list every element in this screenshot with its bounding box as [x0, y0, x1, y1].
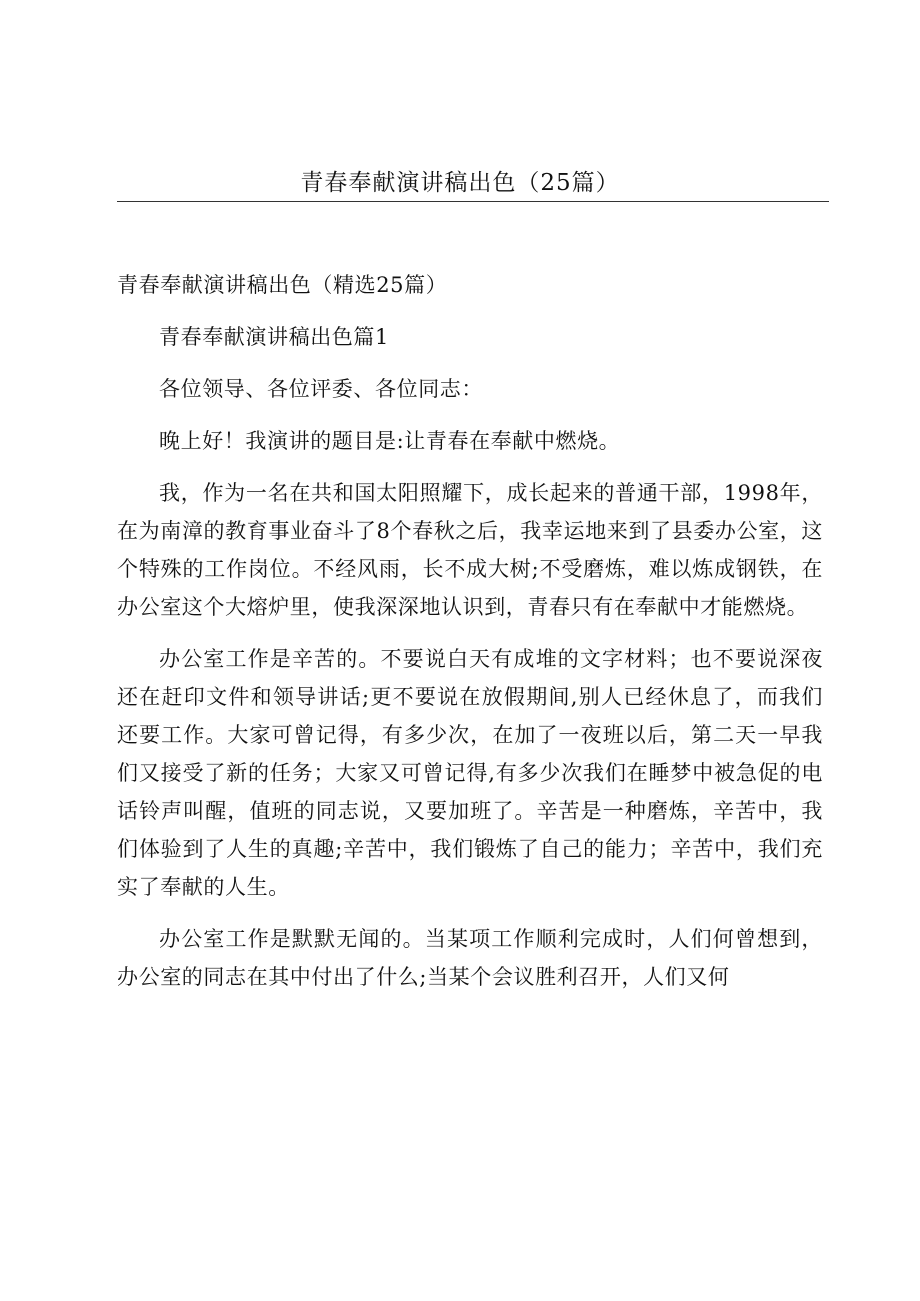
section-heading: 青春奉献演讲稿出色篇1	[159, 325, 389, 349]
title-underline	[117, 201, 829, 202]
body-paragraph: 办公室工作是默默无闻的。当某项工作顺利完成时，人们何曾想到，办公室的同志在其中付出了什么;当某个会议胜利召开，人们又何	[117, 927, 823, 989]
greeting: 晚上好！我演讲的题目是:让青春在奉献中燃烧。	[159, 429, 621, 453]
document-body	[117, 266, 823, 1010]
document-title: 青春奉献演讲稿出色（25篇）	[300, 170, 620, 196]
salutation: 各位领导、各位评委、各位同志：	[159, 377, 483, 401]
body-paragraph: 我，作为一名在共和国太阳照耀下，成长起来的普通干部，1998年，在为南漳的教育事业奋斗了8个春秋之后，我幸运地来到了县委办公室，这个特殊的工作岗位。不经风雨，长不成大树;不受磨炼，难以炼成钢铁，在办公室这个大熔炉里，使我深深地认识到，青春只有在奉献中才能燃烧。	[117, 481, 823, 619]
document-subtitle: 青春奉献演讲稿出色（精选25篇）	[117, 273, 448, 297]
body-paragraph: 办公室工作是辛苦的。不要说白天有成堆的文字材料；也不要说深夜还在赶印文件和领导讲话;更不要说在放假期间,别人已经休息了，而我们还要工作。大家可曾记得，有多少次，在加了一夜班以后，第二天一早我们又接受了新的任务；大家又可曾记得,有多少次我们在睡梦中被急促的电话铃声叫醒，值班的同志说，又要加班了。辛苦是一种磨炼，辛苦中，我们体验到了人生的真趣;辛苦中，我们锻炼了自己的能力；辛苦中，我们充实了奉献的人生。	[117, 647, 823, 899]
